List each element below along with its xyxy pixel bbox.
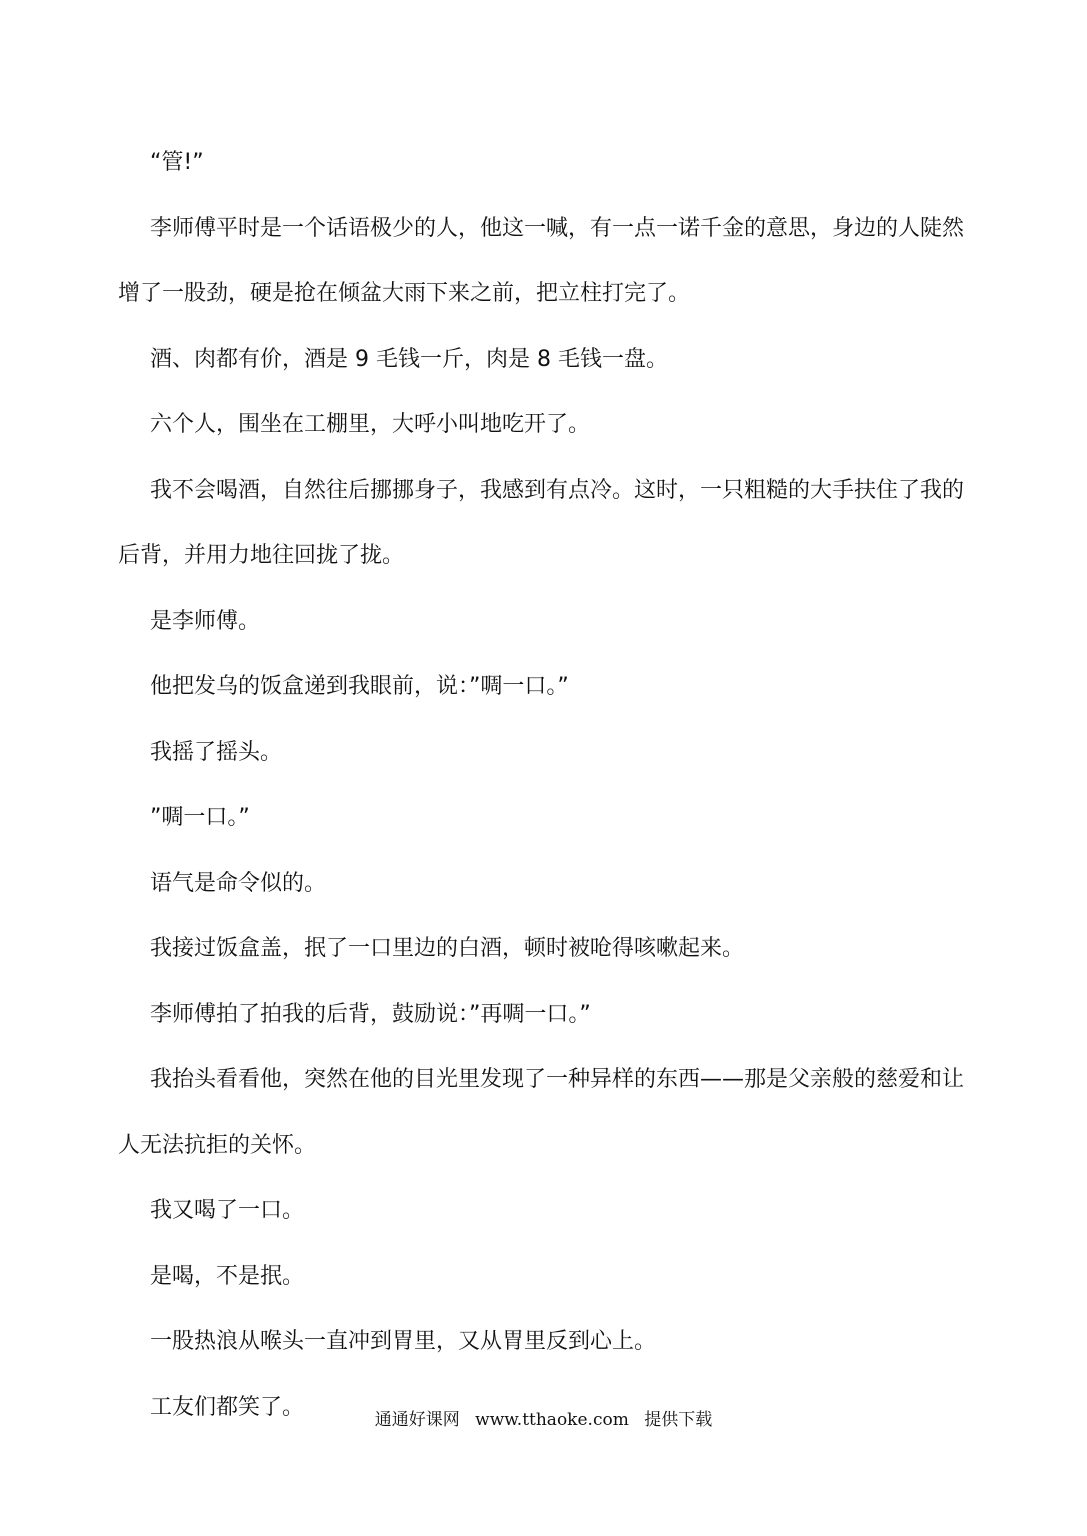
paragraph: 李师傅拍了拍我的后背，鼓励说：”再啁一口。” [150,1001,591,1027]
paragraph: 我不会喝酒，自然往后挪挪身子，我感到有点冷。这时，一只粗糙的大手扶住了我的后背，并用力地往回拢了拢。 [118,477,965,568]
page-footer [0,1409,1087,1431]
paragraph: ”啁一口。” [150,805,250,830]
paragraph: 工友们都笑了。 [150,1394,305,1420]
paragraph: 我又喝了一口。 [150,1198,305,1223]
footer-site-name: 通通好课网 [374,1410,460,1430]
paragraph: 语气是命令似的。 [150,870,327,896]
paragraph: 我摇了摇头。 [150,739,283,765]
paragraph: 我接过饭盒盖，抿了一口里边的白酒，顿时被呛得咳嗽起来。 [150,936,745,961]
paragraph: 酒、肉都有价，酒是 9 毛钱一斤，肉是 8 毛钱一盘。 [150,346,668,372]
story-text [118,130,978,1440]
paragraph: 我抬头看看他，突然在他的目光里发现了一种异样的东西——那是父亲般的慈爱和让人无法抗拒的关怀。 [118,1067,965,1158]
paragraph: 是李师傅。 [150,608,261,634]
paragraph: 一股热浪从喉头一直冲到胃里，又从胃里反到心上。 [150,1329,657,1354]
paragraph: 他把发乌的饭盒递到我眼前，说：”啁一口。” [150,674,569,699]
paragraph: 是喝，不是抿。 [150,1263,305,1289]
paragraph: 李师傅平时是一个话语极少的人，他这一喊，有一点一诺千金的意思，身边的人陡然增了一股劲，硬是抢在倾盆大雨下来之前，把立柱打完了。 [118,215,965,306]
footer-suffix: 提供下载 [644,1410,713,1430]
paragraph: “管!” [150,150,204,175]
footer-url: www.tthaoke.com [475,1410,629,1430]
paragraph: 六个人，围坐在工棚里，大呼小叫地吃开了。 [150,412,591,437]
